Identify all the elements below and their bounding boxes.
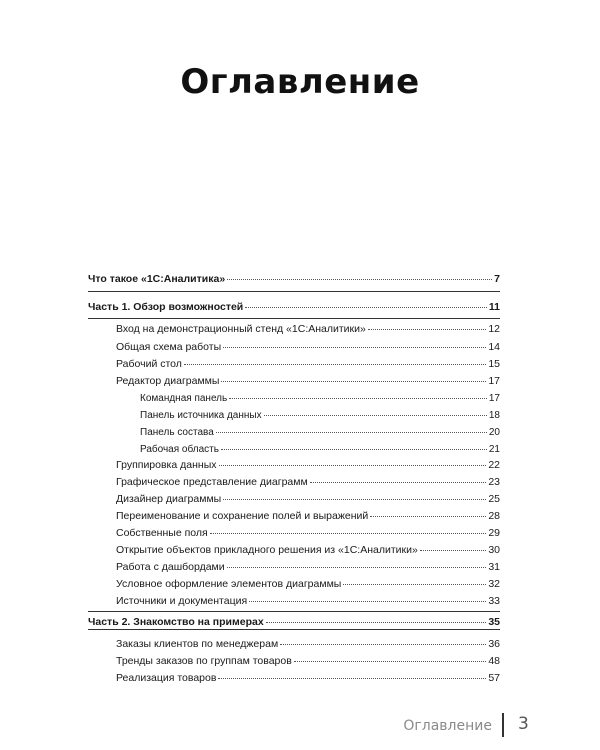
toc-entry-label: Тренды заказов по группам товаров [116, 655, 292, 667]
toc-entry[interactable] [116, 561, 500, 574]
toc-entry-label: Командная панель [140, 393, 228, 404]
toc-entry-page: 20 [488, 427, 500, 438]
dot-leader [249, 601, 486, 602]
toc-entry-page: 11 [488, 301, 500, 313]
toc-entry-page: 12 [488, 323, 500, 335]
dot-leader [221, 449, 487, 450]
toc-entry-label: Реализация товаров [116, 672, 217, 684]
dot-leader [227, 567, 487, 568]
toc-entry-page: 31 [488, 561, 500, 573]
toc-entry-label: Общая схема работы [116, 341, 222, 353]
toc-entry-page: 25 [488, 493, 500, 505]
section-divider [88, 629, 500, 630]
toc-entry-page: 21 [488, 444, 500, 455]
toc-entry-page: 35 [488, 616, 500, 628]
toc-subentry[interactable] [140, 409, 500, 422]
section-divider [88, 611, 500, 612]
toc-entry[interactable] [116, 493, 500, 506]
dot-leader [420, 550, 486, 551]
dot-leader [229, 398, 487, 399]
toc-entry[interactable] [116, 375, 500, 388]
toc-entry-label: Переименование и сохранение полей и выражений [116, 510, 369, 522]
dot-leader [184, 364, 486, 365]
dot-leader [310, 482, 487, 483]
toc-entry-label: Собственные поля [116, 527, 208, 539]
toc-entry-label: Панель источника данных [140, 410, 262, 421]
toc-subentry[interactable] [140, 443, 500, 456]
dot-leader [210, 533, 487, 534]
toc-entry-part1[interactable] [88, 301, 500, 314]
toc-entry-page: 17 [488, 375, 500, 387]
dot-leader [223, 499, 486, 500]
toc-subentry[interactable] [140, 426, 500, 439]
page-title: Оглавление [180, 62, 420, 102]
toc-entry-page: 15 [488, 358, 500, 370]
toc-entry-page: 33 [488, 595, 500, 607]
toc-entry[interactable] [116, 358, 500, 371]
toc-entry-page: 32 [488, 578, 500, 590]
dot-leader [368, 329, 486, 330]
toc-subentry[interactable] [140, 392, 500, 405]
toc-entry-label: Заказы клиентов по менеджерам [116, 638, 279, 650]
toc-entry[interactable] [116, 638, 500, 651]
toc-entry-label: Вход на демонстрационный стенд «1С:Аналитики» [116, 323, 366, 335]
dot-leader [343, 584, 486, 585]
toc-entry-page: 14 [488, 341, 500, 353]
section-divider [88, 318, 500, 319]
dot-leader [266, 622, 487, 623]
toc-entry-label: Рабочая область [140, 444, 219, 455]
toc-entry-page: 48 [488, 655, 500, 667]
toc-entry-page: 57 [488, 672, 500, 684]
dot-leader [294, 661, 487, 662]
toc-entry-page: 23 [488, 476, 500, 488]
toc-entry-page: 17 [488, 393, 500, 404]
toc-entry-page: 36 [488, 638, 500, 650]
toc-entry-label: Работа с дашбордами [116, 561, 225, 573]
toc-entry-page: 18 [488, 410, 500, 421]
toc-entry[interactable] [116, 476, 500, 489]
toc-entry-label: Источники и документация [116, 595, 248, 607]
footer-section-name: Оглавление [403, 718, 492, 734]
toc-entry[interactable] [116, 527, 500, 540]
toc-entry[interactable] [116, 578, 500, 591]
toc-entry[interactable] [116, 341, 500, 354]
toc-entry-label: Панель состава [140, 427, 214, 438]
section-divider [88, 291, 500, 292]
toc-entry[interactable] [116, 672, 500, 685]
dot-leader [219, 465, 487, 466]
dot-leader [216, 432, 487, 433]
dot-leader [245, 307, 487, 308]
toc-entry-label: Что такое «1С:Аналитика» [88, 273, 226, 285]
toc-entry-label: Часть 2. Знакомство на примерах [88, 616, 264, 628]
toc-entry-label: Редактор диаграммы [116, 375, 220, 387]
dot-leader [370, 516, 486, 517]
toc-entry-label: Условное оформление элементов диаграммы [116, 578, 342, 590]
page-number: 3 [518, 714, 529, 734]
toc-entry-page: 22 [488, 459, 500, 471]
toc-entry-label: Открытие объектов прикладного решения из «1С:Аналитики» [116, 544, 418, 556]
toc-entry[interactable] [116, 323, 500, 336]
dot-leader [218, 678, 486, 679]
toc-entry-label: Дизайнер диаграммы [116, 493, 222, 505]
toc-entry-label: Рабочий стол [116, 358, 182, 370]
toc-entry[interactable] [116, 655, 500, 668]
toc-entry[interactable] [116, 595, 500, 608]
toc-entry-label: Группировка данных [116, 459, 217, 471]
toc-entry-part2[interactable] [88, 616, 500, 629]
toc-entry[interactable] [116, 510, 500, 523]
toc-entry-page: 28 [488, 510, 500, 522]
dot-leader [227, 279, 492, 280]
dot-leader [221, 381, 486, 382]
toc-entry-label: Графическое представление диаграмм [116, 476, 308, 488]
dot-leader [223, 347, 486, 348]
toc-entry-intro[interactable] [88, 273, 500, 286]
toc-entry-label: Часть 1. Обзор возможностей [88, 301, 244, 313]
toc-entry-page: 29 [488, 527, 500, 539]
toc-entry-page: 30 [488, 544, 500, 556]
dot-leader [280, 644, 486, 645]
footer-separator [502, 713, 504, 737]
toc-entry[interactable] [116, 459, 500, 472]
dot-leader [264, 415, 487, 416]
toc-entry[interactable] [116, 544, 500, 557]
toc-entry-page: 7 [494, 273, 500, 285]
